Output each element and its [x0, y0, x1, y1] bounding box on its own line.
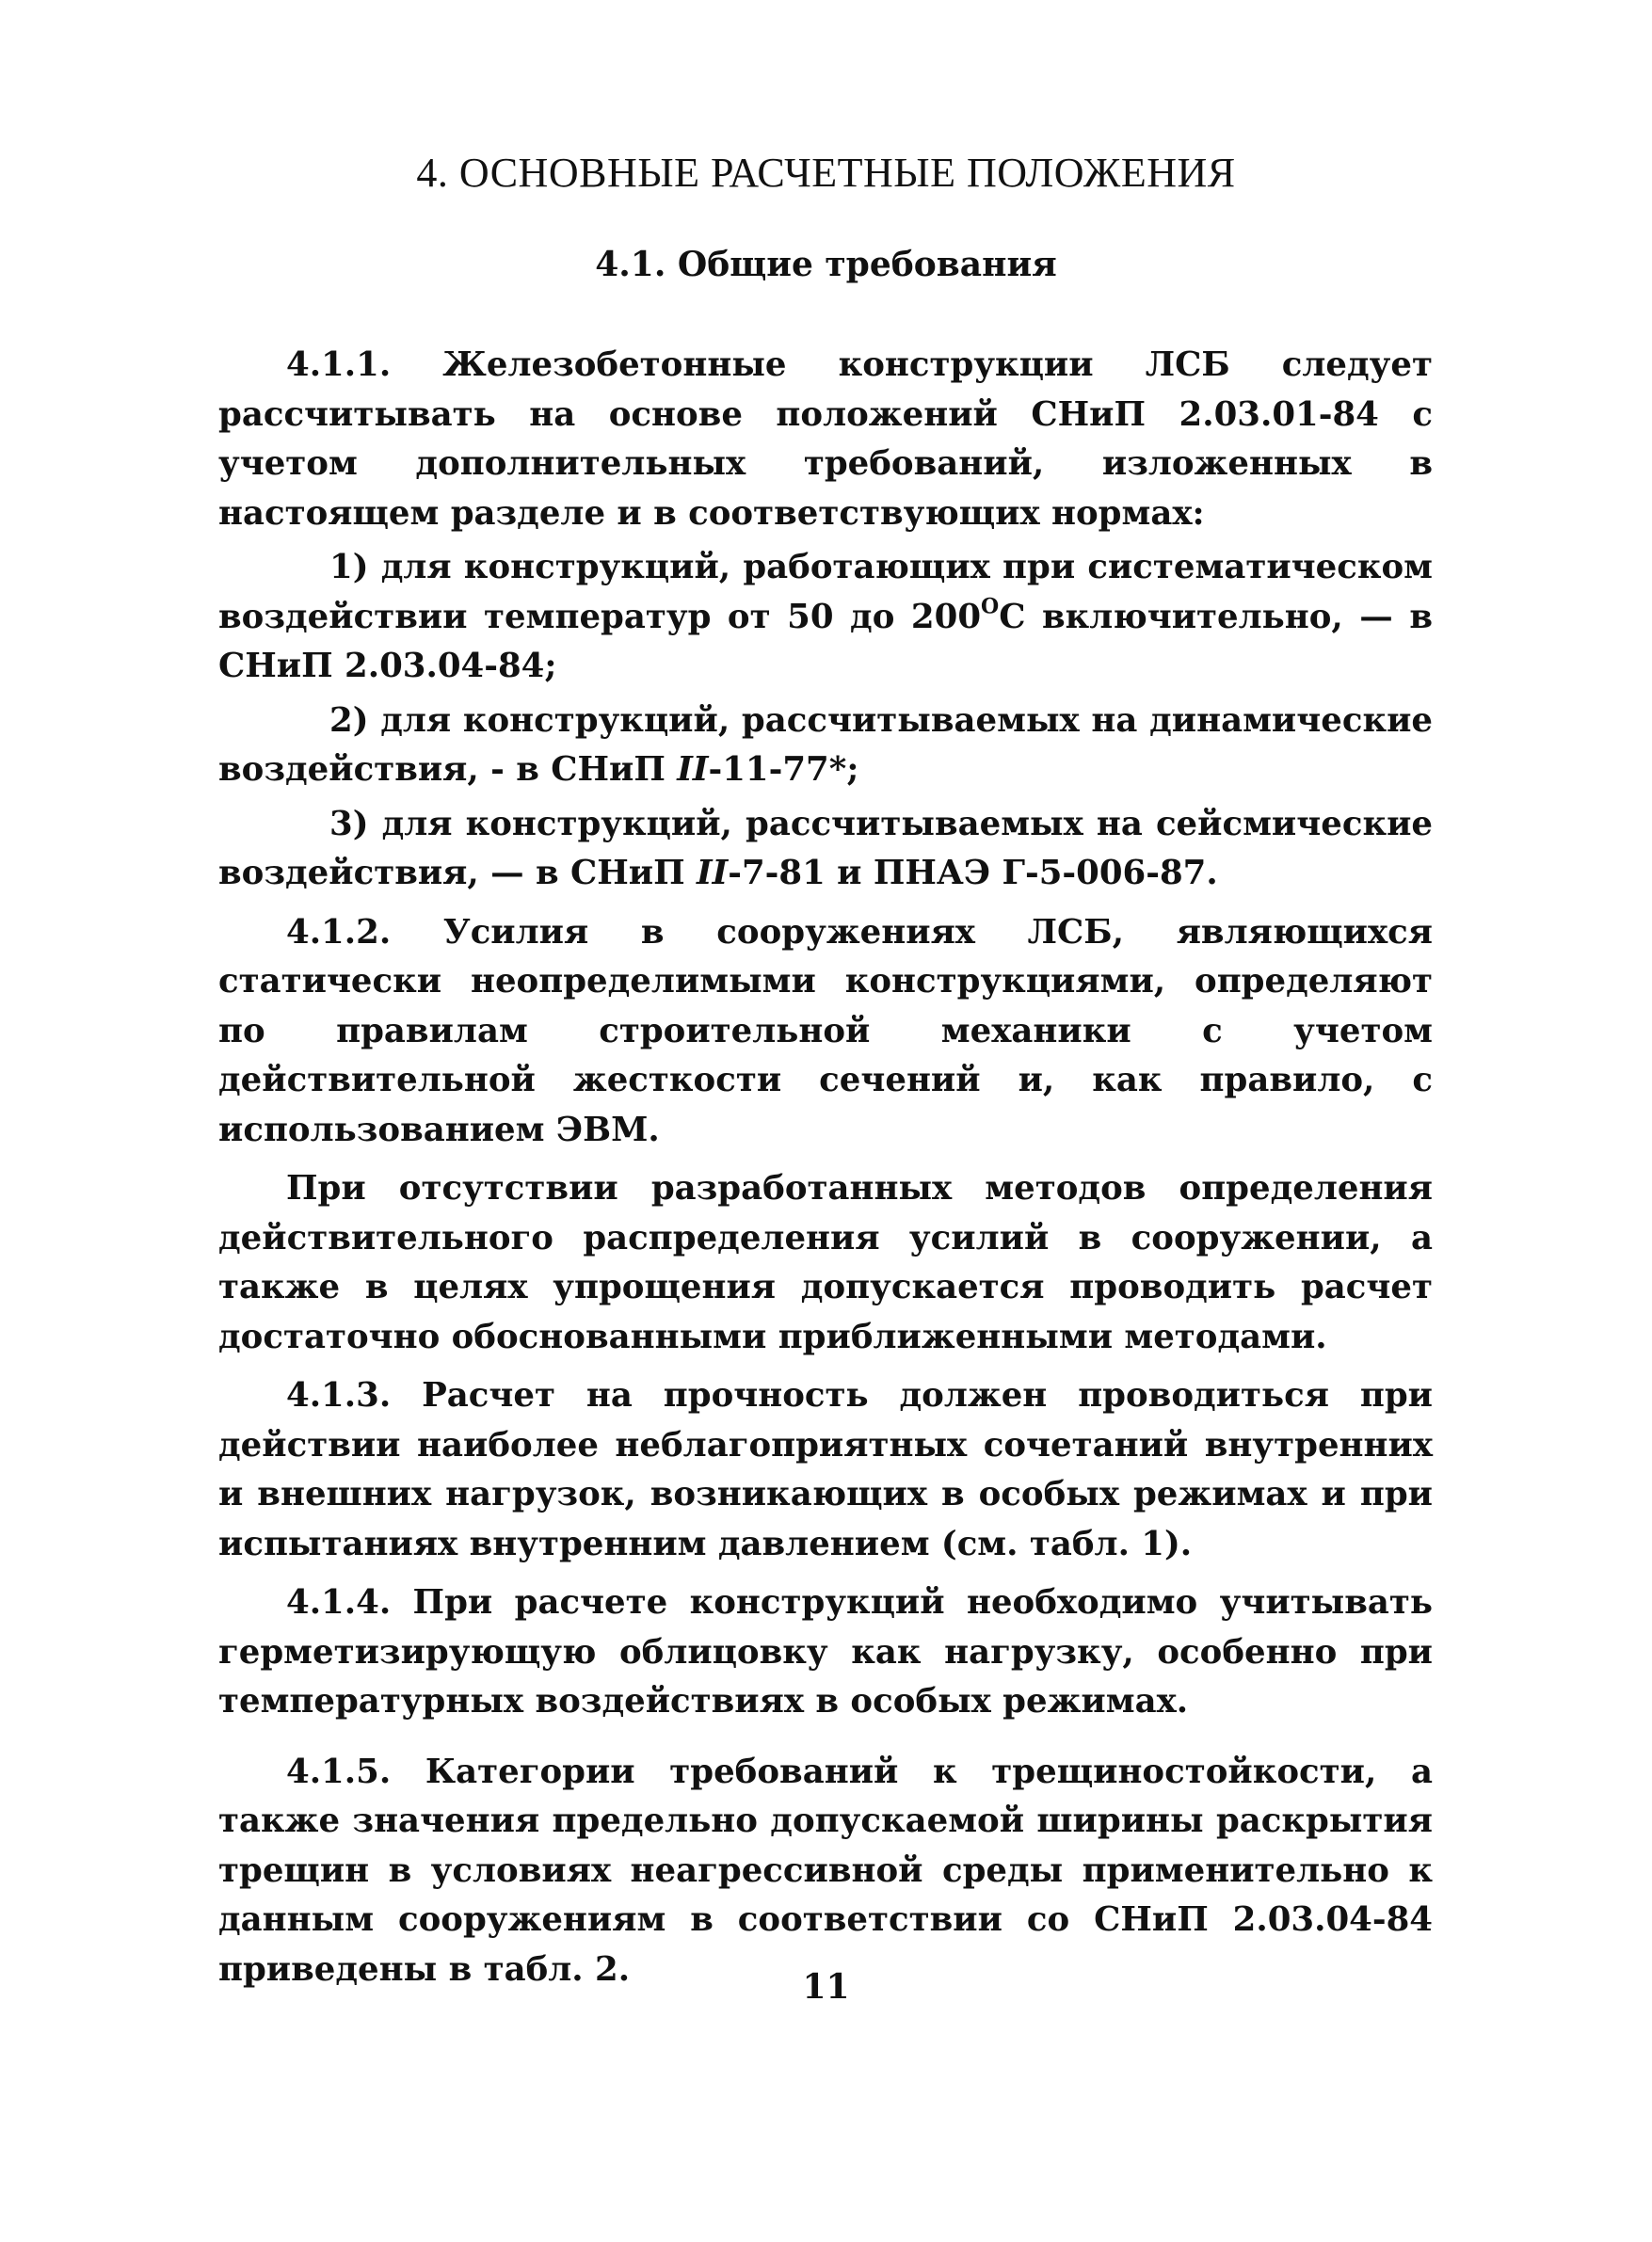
- list-item-3-text-a: 3) для конструкций, рассчитываемых на сейсмические воздействия, — в СНиП: [218, 804, 1433, 892]
- list-item-3-roman: II: [697, 854, 729, 892]
- paragraph-4-1-1: 4.1.1. Железобетонные конструкции ЛСБ следует рассчитывать на основе положений СНиП 2.03.01-84 с учетом дополнительных требований, изложенных в настоящем разделе и в соответствующих нормах:: [218, 345, 1433, 533]
- list-item-1-superscript: О: [981, 594, 1000, 619]
- list-item-1-text-b: С включительно, — в СНиП 2.03.04-84;: [218, 597, 1433, 685]
- paragraph-4-1-4: 4.1.4. При расчете конструкций необходимо учитывать герметизирующую облицовку как нагрузку, особенно при температурных воздействиях в особых режимах.: [218, 1583, 1433, 1721]
- subsection-title: 4.1. Общие требования: [595, 245, 1057, 284]
- list-item-2: [218, 697, 1433, 795]
- section-title: 4. ОСНОВНЫЕ РАСЧЕТНЫЕ ПОЛОЖЕНИЯ: [416, 150, 1236, 196]
- list-item-1-text-a: 1) для конструкций, работающих при систематическом воздействии температур от 50 до 200: [218, 548, 1433, 636]
- list-item-3: [218, 800, 1433, 899]
- paragraph-4-1-2: 4.1.2. Усилия в сооружениях ЛСБ, являющихся статически неопределимыми конструкциями, определяют по правилам строительной механики с учетом действительной жесткости сечений и, как правило, с использованием ЭВМ.: [218, 912, 1433, 1149]
- paragraph-4-1-2-continuation: При отсутствии разработанных методов определения действительного распределения усилий в сооружении, а также в целях упрощения допускается проводить расчет достаточно обоснованными приближенными методами.: [218, 1169, 1433, 1356]
- page-number: 11: [802, 1967, 850, 2007]
- list-item-2-text-a: 2) для конструкций, рассчитываемых на динамические воздействия, - в СНиП: [218, 700, 1433, 789]
- document-body: [218, 341, 1433, 1994]
- list-item-2-roman: II: [677, 750, 709, 789]
- list-item-1: [218, 543, 1433, 692]
- paragraph-4-1-3: 4.1.3. Расчет на прочность должен проводиться при действии наиболее неблагоприятных сочетаний внутренних и внешних нагрузок, возникающих в особых режимах и при испытаниях внутренним давлением (см. табл. 1).: [218, 1376, 1433, 1563]
- paragraph-4-1-5: 4.1.5. Категории требований к трещиностойкости, а также значения предельно допускаемой ширины раскрытия трещин в условиях неагрессивной среды применительно к данным сооружениям в соответствии со СНиП 2.03.04-84 приведены в табл. 2.: [218, 1752, 1433, 1989]
- list-item-3-text-b: -7-81 и ПНАЭ Г-5-006-87.: [728, 854, 1218, 892]
- list-item-2-text-b: -11-77*;: [708, 750, 859, 789]
